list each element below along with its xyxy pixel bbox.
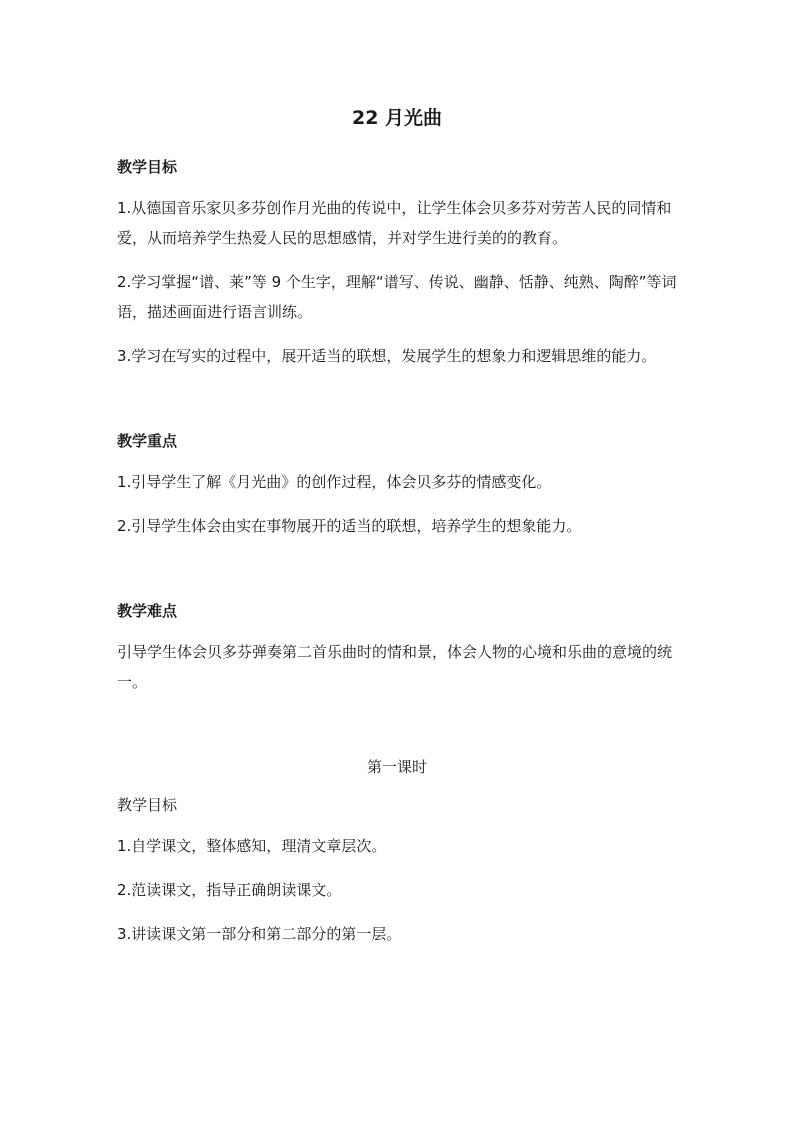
lesson1-goal-item: 1.自学课文，整体感知，理清文章层次。 bbox=[117, 837, 387, 855]
goals-heading: 教学目标 bbox=[117, 158, 178, 176]
difficulties-text: 引导学生体会贝多芬弹奏第二首乐曲时的情和景，体会人物的心境和乐曲的意境的统一。 bbox=[117, 643, 673, 691]
goal-item: 1.从德国音乐家贝多芬创作月光曲的传说中，让学生体会贝多芬对劳苦人民的同情和爱，从而培养学生热爱人民的思想感情，并对学生进行美的的教育。 bbox=[117, 199, 672, 247]
lesson1-goals-heading: 教学目标 bbox=[117, 796, 178, 814]
key-point-item: 2.引导学生体会由实在事物展开的适当的联想，培养学生的想象能力。 bbox=[117, 517, 582, 535]
lesson1-goal-item: 2.范读课文，指导正确朗读课文。 bbox=[117, 881, 342, 899]
section-gap bbox=[117, 711, 677, 755]
section-key-points bbox=[117, 429, 677, 541]
key-points-heading: 教学重点 bbox=[117, 432, 178, 450]
goal-item: 3.学习在写实的过程中，展开适当的联想，发展学生的想象力和逻辑思维的能力。 bbox=[117, 347, 657, 365]
key-point-item: 1.引导学生了解《月光曲》的创作过程，体会贝多芬的情感变化。 bbox=[117, 473, 552, 491]
section-gap bbox=[117, 555, 677, 599]
section-lesson1 bbox=[117, 755, 677, 949]
document-body bbox=[117, 155, 677, 963]
lesson1-subtitle: 第一课时 bbox=[366, 758, 427, 776]
lesson1-goal-item: 3.讲读课文第一部分和第二部分的第一层。 bbox=[117, 925, 402, 943]
goal-item: 2.学习掌握“谱、莱”等 9 个生字，理解“谱写、传说、幽静、恬静、纯熟、陶醉”等词语，描述画面进行语言训练。 bbox=[117, 273, 677, 321]
difficulties-heading: 教学难点 bbox=[117, 602, 178, 620]
page-title: 22 月光曲 bbox=[351, 107, 443, 129]
section-goals bbox=[117, 155, 677, 371]
section-difficulties bbox=[117, 599, 677, 697]
section-gap bbox=[117, 385, 677, 429]
